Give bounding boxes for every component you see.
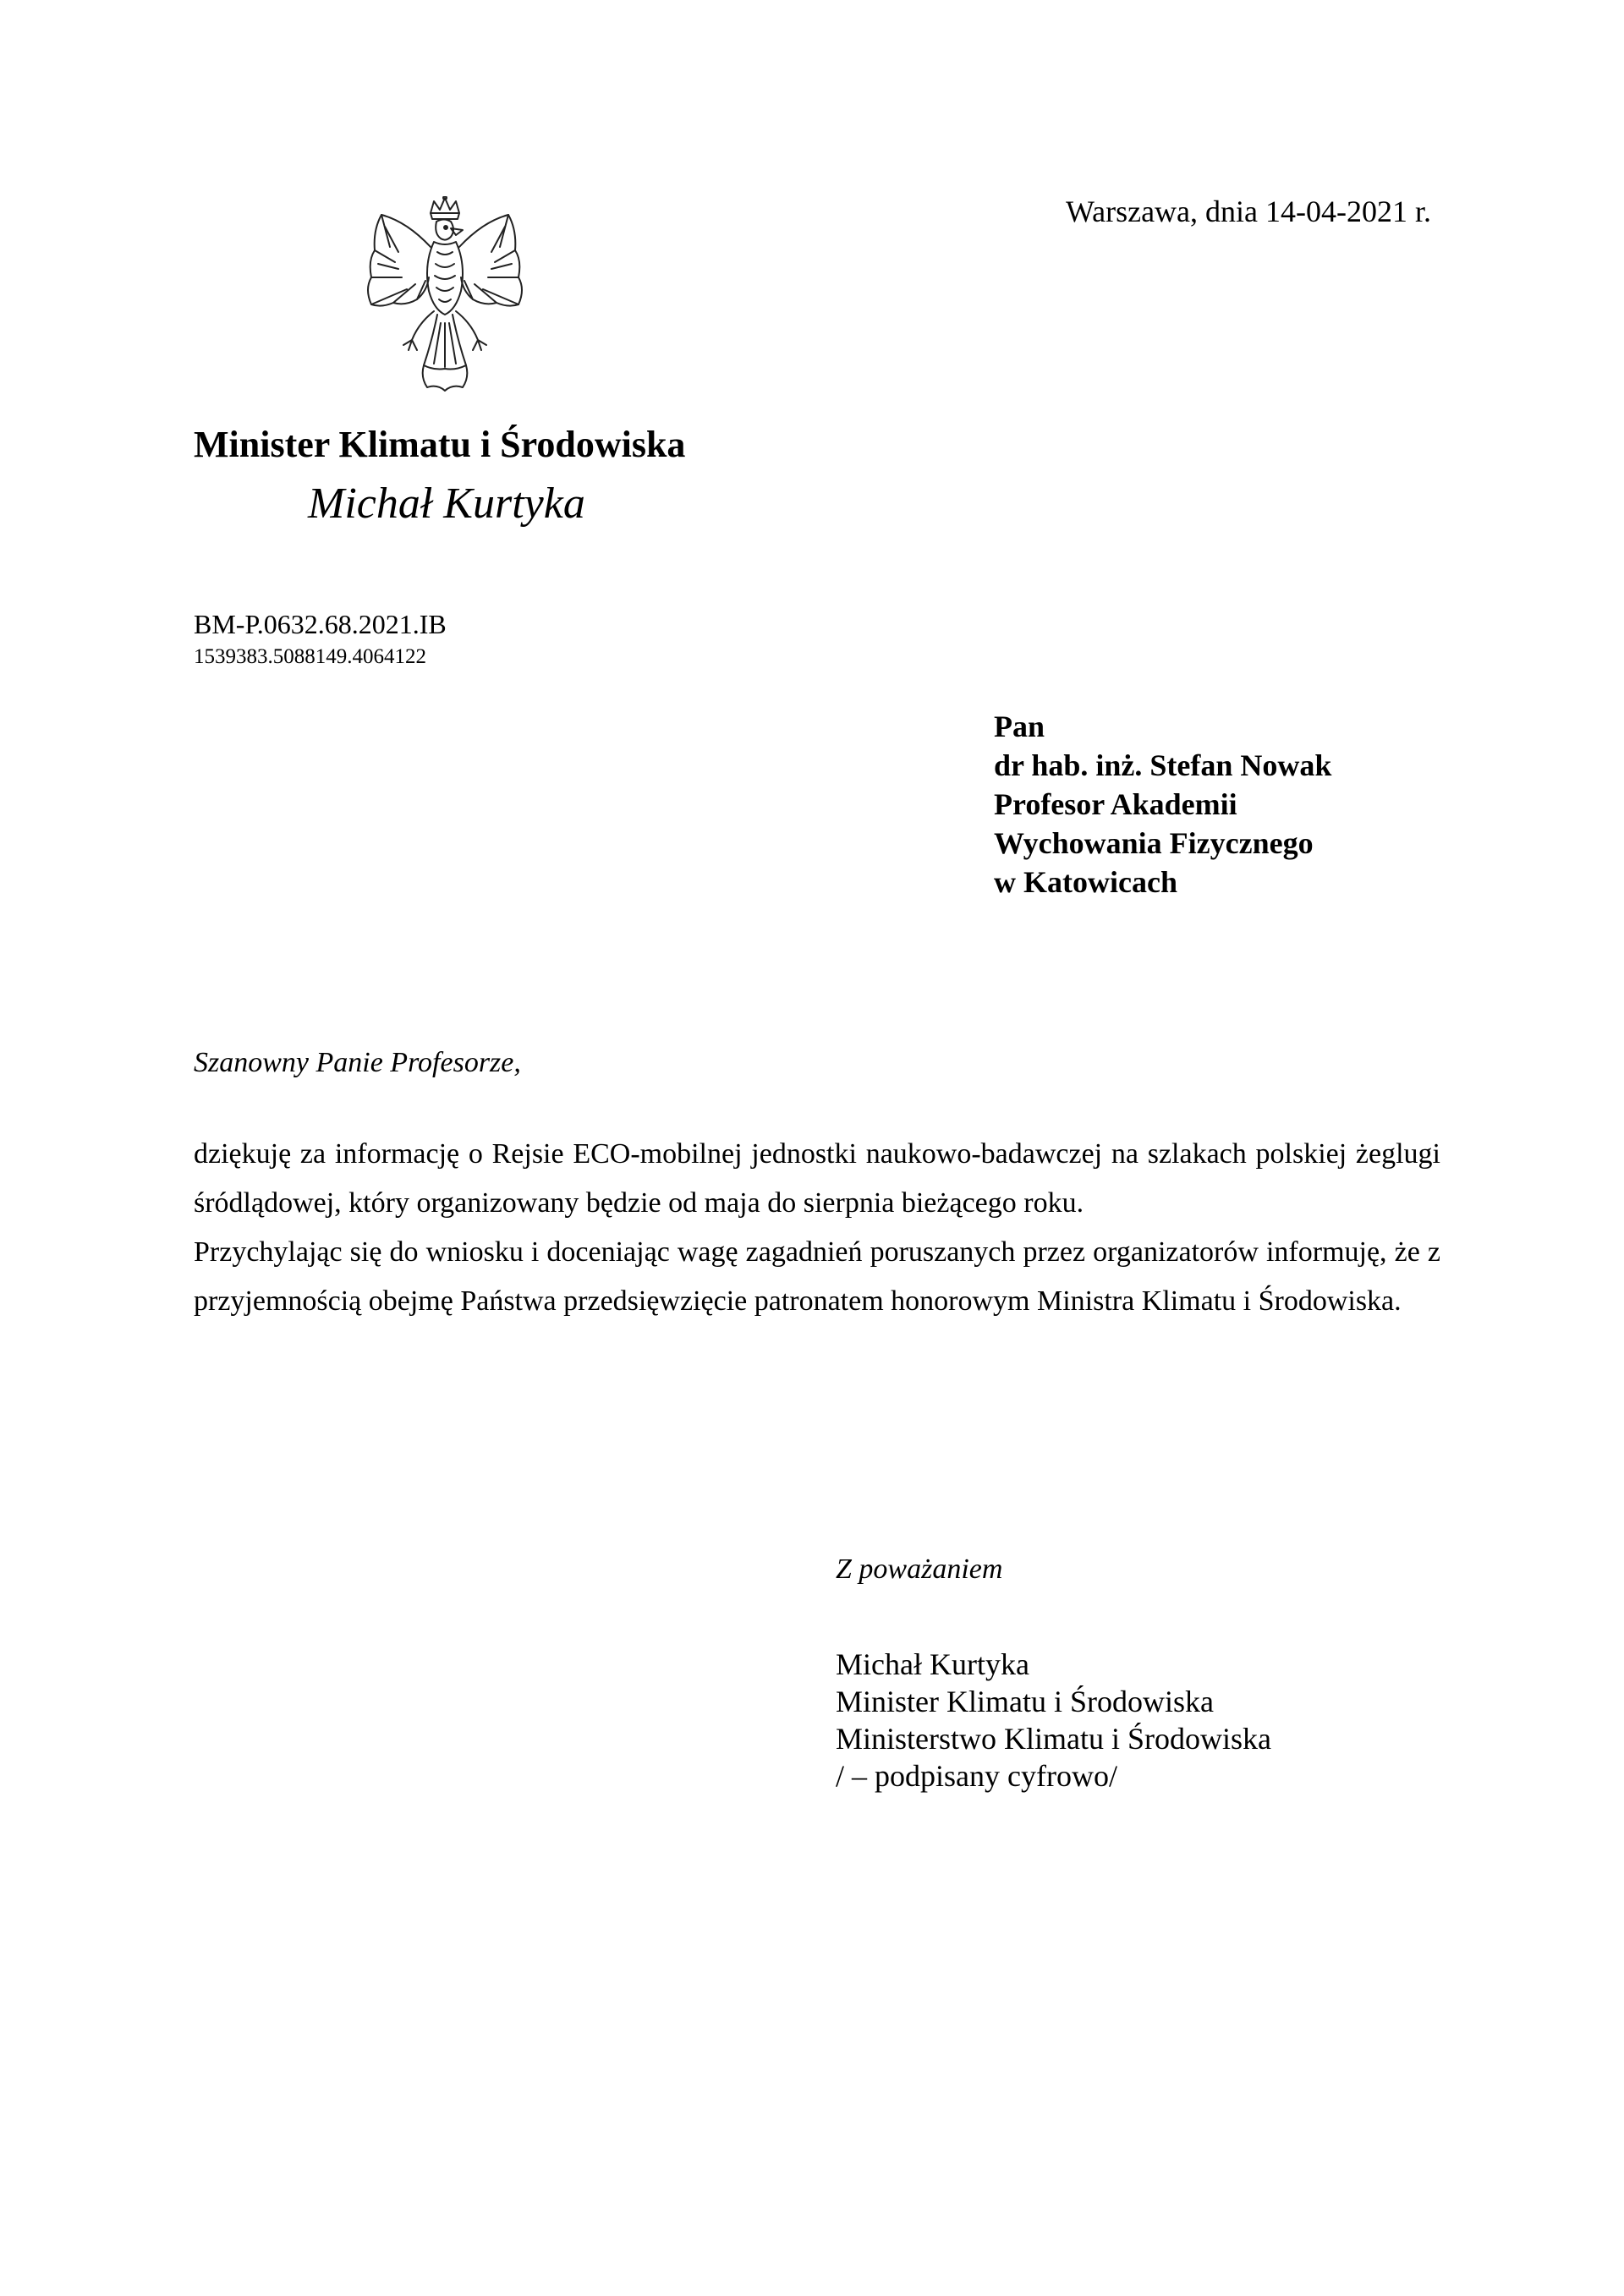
signature-block — [836, 1646, 1271, 1795]
recipient-line: Pan — [994, 710, 1045, 743]
recipient-line: Wychowania Fizycznego — [994, 826, 1314, 860]
signature-line: / – podpisany cyfrowo/ — [836, 1759, 1117, 1793]
polish-eagle-emblem-icon — [356, 196, 534, 395]
recipient-line: dr hab. inż. Stefan Nowak — [994, 748, 1332, 782]
closing-greeting: Z poważaniem — [836, 1553, 1003, 1585]
signature-line: Ministerstwo Klimatu i Środowiska — [836, 1722, 1271, 1756]
sender-name: Michał Kurtyka — [308, 479, 585, 528]
salutation: Szanowny Panie Profesorze, — [194, 1047, 521, 1078]
recipient-block — [994, 707, 1331, 901]
body-paragraph: dziękuję za informację o Rejsie ECO-mobilnej jednostki naukowo-badawczej na szlakach polskiej żeglugi śródlądowej, który organizowany będzie od maja do sierpnia bieżącego roku. — [194, 1138, 1440, 1219]
body-paragraph: Przychylając się do wniosku i doceniając wagę zagadnień poruszanych przez organizatorów informuję, że z przyjemnością obejmę Państwa przedsięwzięcie patronatem honorowym Ministra Klimatu i Środowiska. — [194, 1236, 1440, 1317]
recipient-line: w Katowicach — [994, 865, 1177, 899]
recipient-line: Profesor Akademii — [994, 787, 1237, 821]
signature-line: Michał Kurtyka — [836, 1647, 1029, 1681]
letter-date: Warszawa, dnia 14-04-2021 r. — [1066, 195, 1431, 228]
reference-number: BM-P.0632.68.2021.IB — [194, 609, 447, 639]
signature-line: Minister Klimatu i Środowiska — [836, 1685, 1214, 1718]
reference-id: 1539383.5088149.4064122 — [194, 645, 426, 668]
sender-title: Minister Klimatu i Środowiska — [194, 424, 686, 465]
letter-body — [194, 1130, 1440, 1326]
